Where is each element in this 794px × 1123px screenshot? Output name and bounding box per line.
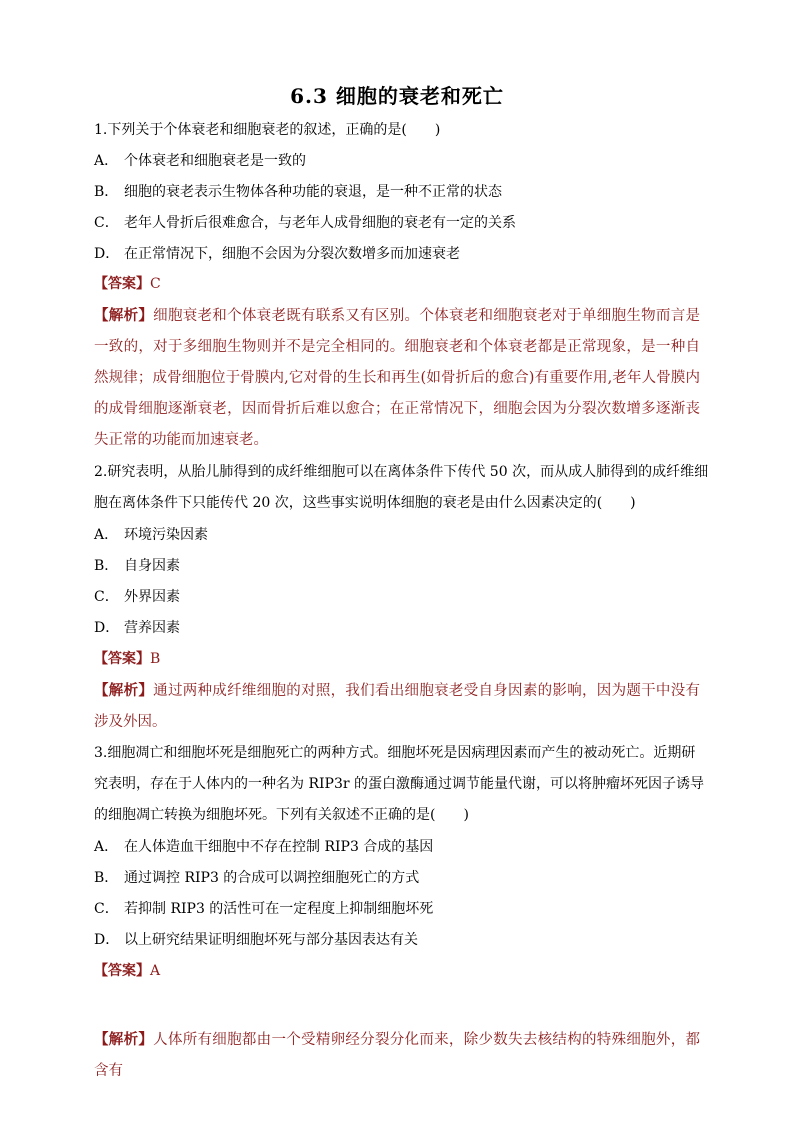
option-text: 在正常情况下，细胞不会因为分裂次数增多而加速衰老 <box>124 246 460 262</box>
question-2-option-a <box>94 525 208 545</box>
question-1-option-d <box>94 244 460 264</box>
question-2-stem-line-1: 2.研究表明，从胎儿肺得到的成纤维细胞可以在离体条件下传代 50 次，而从成人肺得到的成纤维细 <box>94 464 709 480</box>
option-text: 营养因素 <box>124 620 180 636</box>
question-3-option-b <box>94 868 419 888</box>
option-text: 细胞的衰老表示生物体各种功能的衰退，是一种不正常的状态 <box>124 184 502 200</box>
analysis-text: 通过两种成纤维细胞的对照，我们看出细胞衰老受自身因素的影响，因为题干中没有涉及外因。 <box>94 683 701 730</box>
question-3-option-a <box>94 837 433 857</box>
question-1-option-b <box>94 182 502 202</box>
analysis-label: 【解析】 <box>94 307 154 324</box>
option-text: 自身因素 <box>124 558 180 574</box>
option-letter: D． <box>94 246 120 262</box>
option-text: 若抑制 RIP3 的活性可在一定程度上抑制细胞坏死 <box>124 901 434 917</box>
question-1-answer <box>94 274 161 294</box>
option-text: 以上研究结果证明细胞坏死与部分基因表达有关 <box>124 932 418 948</box>
page-title: 6.3 细胞的衰老和死亡 <box>290 84 504 108</box>
option-letter: B． <box>94 870 119 886</box>
option-text: 外界因素 <box>124 589 180 605</box>
option-text: 通过调控 RIP3 的合成可以调控细胞死亡的方式 <box>124 870 420 886</box>
option-letter: A． <box>94 527 119 543</box>
question-2-option-d <box>94 618 180 638</box>
analysis-label: 【解析】 <box>94 682 154 699</box>
question-3-stem-line-3: 的细胞凋亡转换为细胞坏死。下列有关叙述不正确的是( ) <box>94 807 469 823</box>
option-letter: D． <box>94 932 120 948</box>
question-3-option-c <box>94 899 433 919</box>
analysis-text: 细胞衰老和个体衰老既有联系又有区别。个体衰老和细胞衰老对于单细胞生物而言是一致的，对于多细胞生物则并不是完全相同的。细胞衰老和个体衰老都是正常现象，是一种自然规律；成骨细胞位于骨膜内,它对骨的生长和再生(如骨折后的愈合)有重要作用,老年人骨膜内的成骨细胞逐渐衰老，因而骨折后难以愈合；在正常情况下，细胞会因为分裂次数增多逐渐丧失正常的功能而加速衰老。 <box>94 308 701 448</box>
question-3-stem-line-1: 3.细胞凋亡和细胞坏死是细胞死亡的两种方式。细胞坏死是因病理因素而产生的被动死亡。近期研 <box>94 745 696 761</box>
option-text: 个体衰老和细胞衰老是一致的 <box>124 153 306 169</box>
answer-label: 【答案】 <box>94 651 150 667</box>
question-1-stem: 1.下列关于个体衰老和细胞衰老的叙述，正确的是( ) <box>94 122 441 138</box>
analysis-label: 【解析】 <box>94 1031 154 1048</box>
question-3-option-d <box>94 930 418 950</box>
option-letter: C． <box>94 589 119 605</box>
question-3-analysis <box>94 1024 700 1087</box>
question-1-analysis <box>94 300 700 456</box>
answer-value: B <box>150 651 161 667</box>
option-letter: A． <box>94 153 119 169</box>
option-letter: C． <box>94 901 119 917</box>
question-3-answer <box>94 961 160 981</box>
question-1-option-a <box>94 151 306 171</box>
option-letter: A． <box>94 839 119 855</box>
answer-value: C <box>150 276 161 292</box>
analysis-text: 人体所有细胞都由一个受精卵经分裂分化而来，除少数失去核结构的特殊细胞外，都含有 <box>94 1032 701 1079</box>
question-1-option-c <box>94 213 516 233</box>
answer-label: 【答案】 <box>94 963 150 979</box>
question-2-stem-line-2: 胞在离体条件下只能传代 20 次，这些事实说明体细胞的衰老是由什么因素决定的( ) <box>94 495 636 511</box>
question-2-analysis <box>94 675 700 738</box>
option-letter: B． <box>94 558 119 574</box>
question-3-stem-line-2: 究表明，存在于人体内的一种名为 RIP3r 的蛋白激酶通过调节能量代谢，可以将肿瘤坏死因子诱导 <box>94 776 704 792</box>
option-text: 老年人骨折后很难愈合，与老年人成骨细胞的衰老有一定的关系 <box>124 215 516 231</box>
answer-label: 【答案】 <box>94 276 150 292</box>
question-2-option-c <box>94 587 180 607</box>
answer-value: A <box>150 963 161 979</box>
question-2-answer <box>94 649 160 669</box>
option-text: 环境污染因素 <box>124 527 208 543</box>
option-letter: D． <box>94 620 120 636</box>
option-text: 在人体造血干细胞中不存在控制 RIP3 合成的基因 <box>124 839 434 855</box>
question-2-option-b <box>94 556 180 576</box>
option-letter: B． <box>94 184 119 200</box>
option-letter: C． <box>94 215 119 231</box>
